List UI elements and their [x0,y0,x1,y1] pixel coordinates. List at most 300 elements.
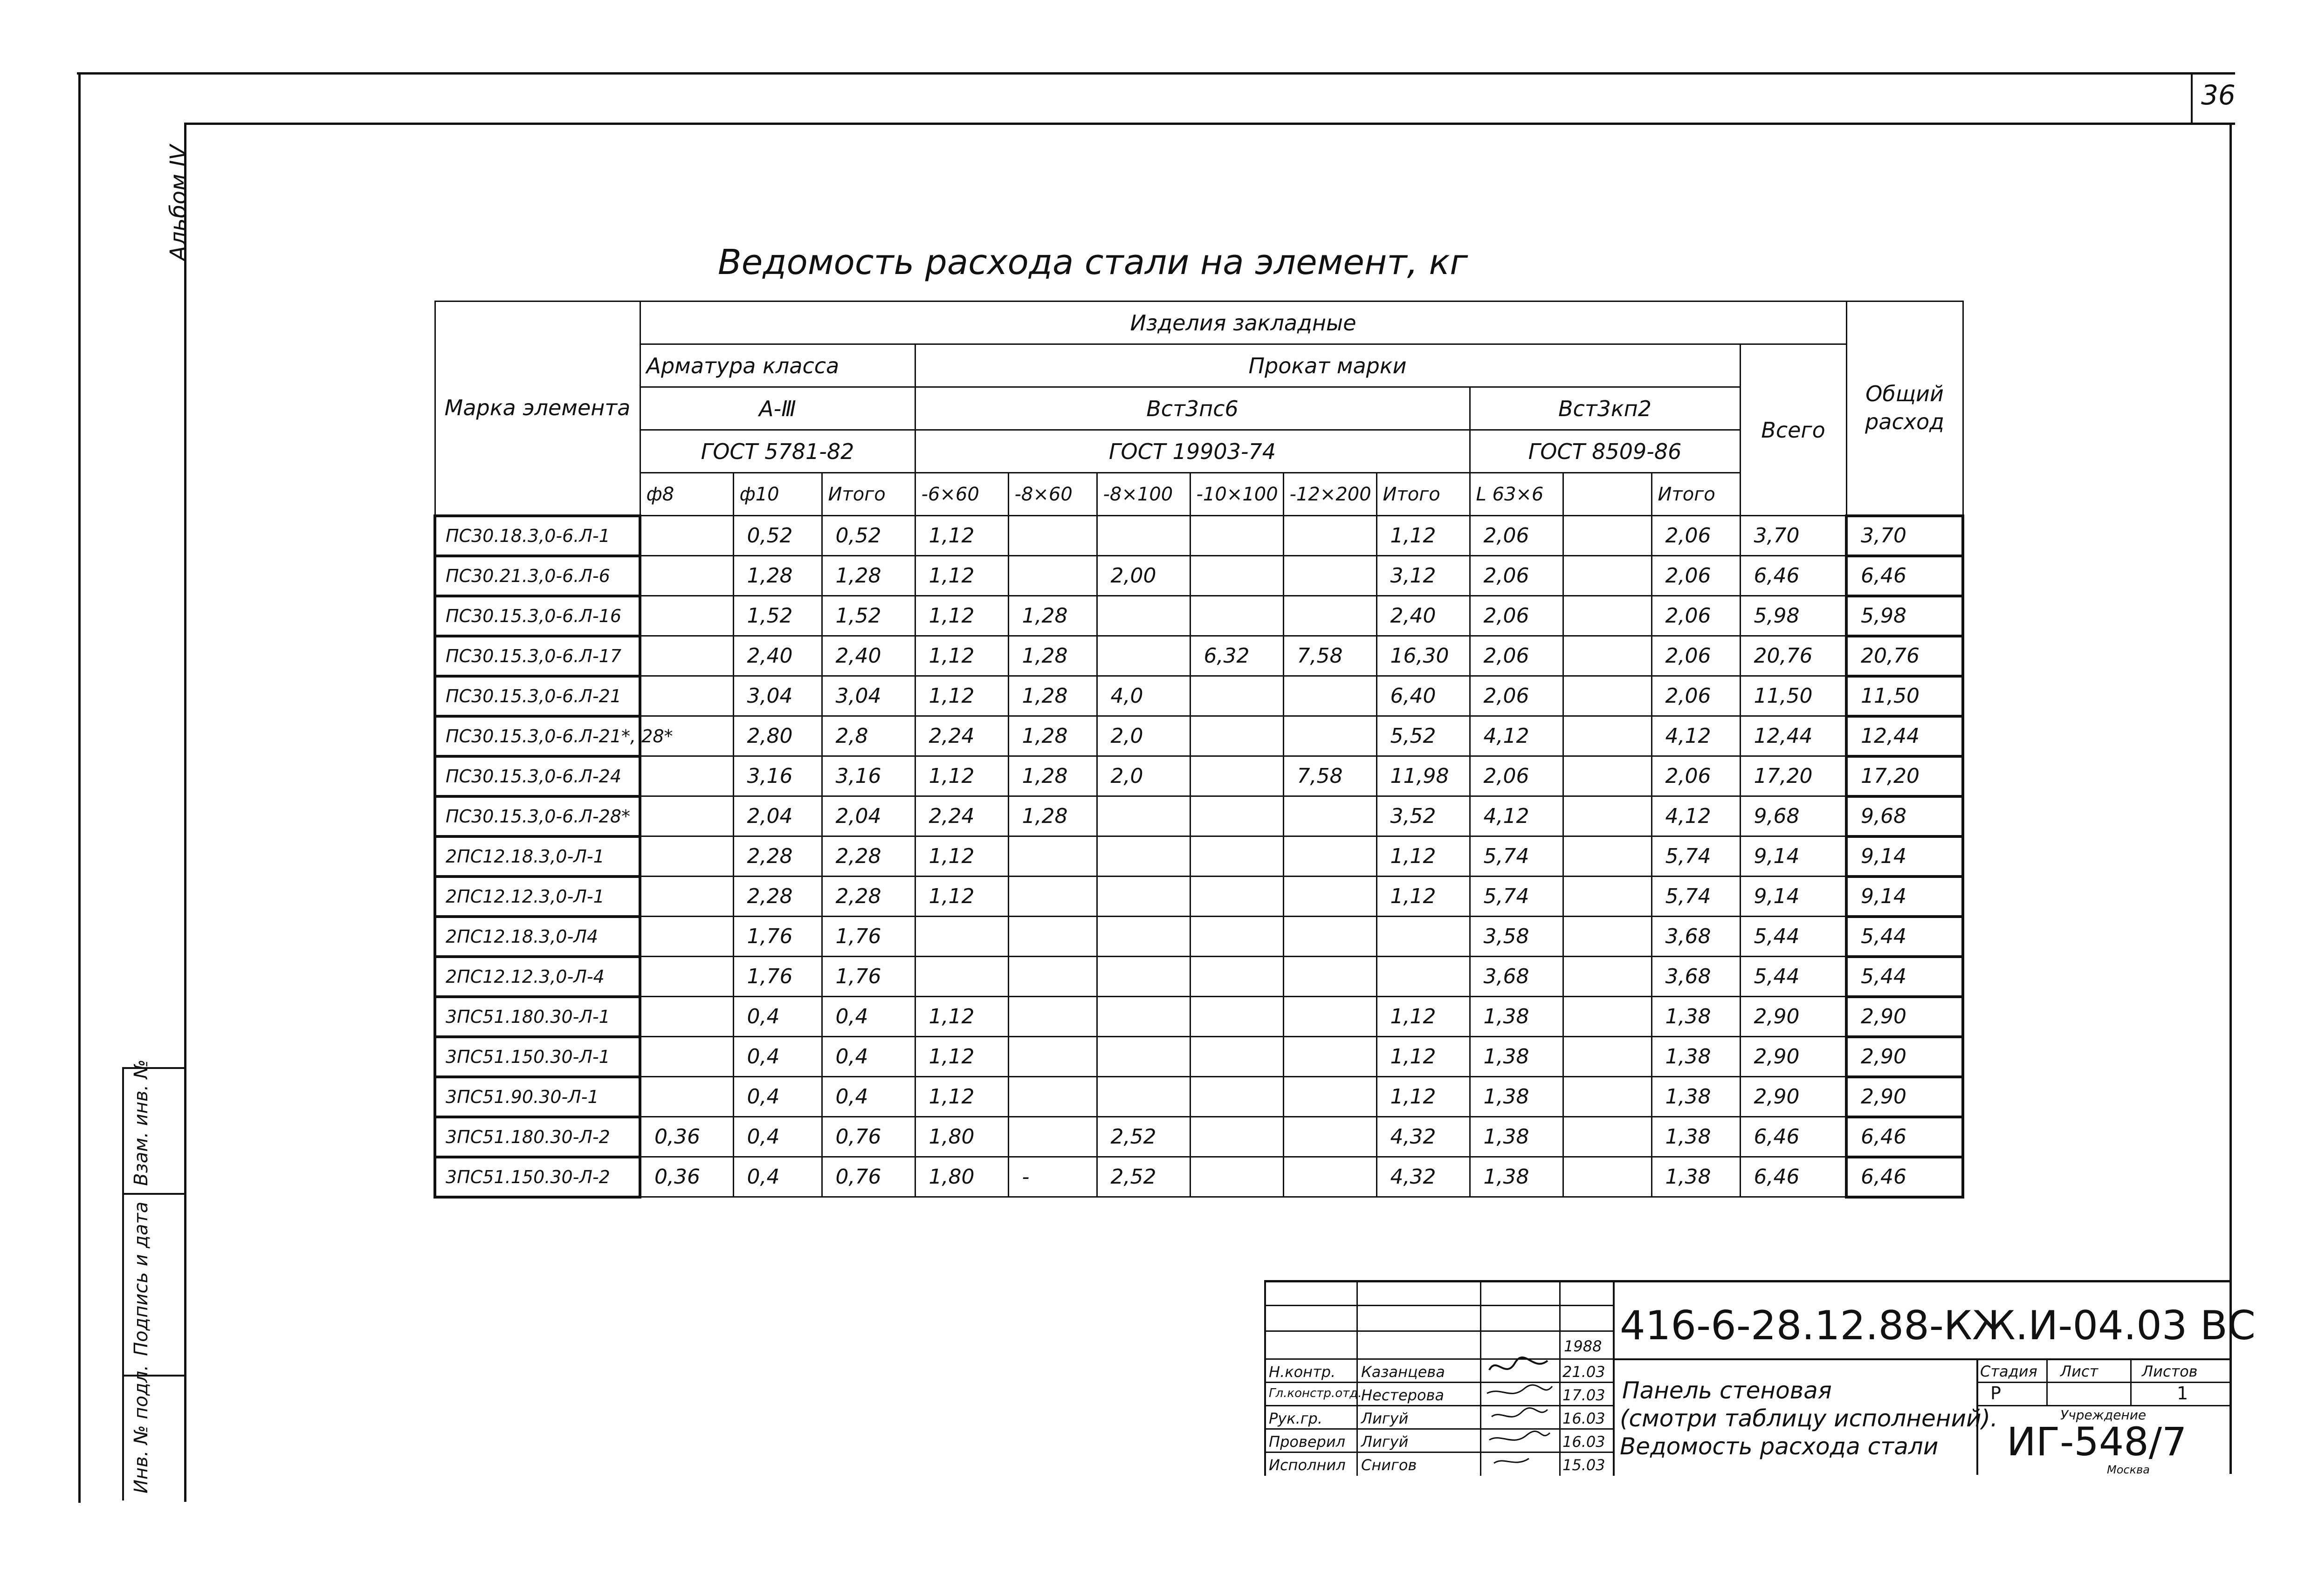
table-cell: 3,04 [733,676,822,716]
table-cell: 0,4 [733,997,822,1037]
table-cell: 1,38 [1470,1157,1563,1197]
table-cell: 3,68 [1651,957,1740,997]
table-cell: 0,4 [822,997,915,1037]
table-cell [1008,516,1097,556]
table-cell: 5,44 [1846,957,1963,997]
table-cell [1563,756,1651,796]
table-cell: 2,0 [1097,716,1190,756]
table-row [435,917,1963,957]
table-cell: 2,80 [733,716,822,756]
table-cell: 2,0 [1097,756,1190,796]
header-mark: Марка элемента [435,301,640,516]
table-cell: 2,06 [1470,556,1563,596]
table-cell: 16,30 [1376,636,1470,676]
table-cell: 1,28 [1008,596,1097,636]
table-cell [1190,716,1283,756]
table-row [435,957,1963,997]
table-cell [1190,756,1283,796]
header-embedded: Изделия закладные [640,301,1846,344]
table-cell: 2,24 [915,716,1008,756]
table-cell: 17,20 [1846,756,1963,796]
column-header-3: -6×60 [915,473,1008,516]
table-cell: 12,44 [1740,716,1846,756]
stamp-name-0: Казанцева [1361,1363,1445,1381]
stamp-role-4: Исполнил [1269,1456,1346,1474]
stamp-left [1264,1280,1266,1476]
stamp-col1 [1356,1280,1358,1476]
table-cell: 1,12 [915,596,1008,636]
table-cell: 4,12 [1470,796,1563,836]
table-cell [1097,1037,1190,1077]
table-cell [640,796,733,836]
table-cell [1097,636,1190,676]
table-cell: 2,24 [915,796,1008,836]
table-cell [1097,1077,1190,1117]
table-cell: 1,38 [1651,1077,1740,1117]
table-cell: 1,28 [1008,796,1097,836]
table-cell [1097,516,1190,556]
column-header-2: Итого [822,473,915,516]
stamp-institution-label: Учреждение [2060,1407,2147,1423]
table-cell [640,756,733,796]
table-cell: 3,52 [1376,796,1470,836]
table-cell [640,516,733,556]
table-cell: 1,12 [1376,1077,1470,1117]
table-cell: 2,28 [733,836,822,877]
table-cell: 0,4 [733,1077,822,1117]
table-cell: 5,44 [1740,917,1846,957]
table-cell [1008,957,1097,997]
frame-left-inner [184,123,186,1502]
stamp-col4 [1613,1280,1615,1476]
table-cell: 2,28 [822,877,915,917]
table-cell: - [1008,1157,1097,1197]
table-cell [1563,556,1651,596]
table-cell: 2,00 [1097,556,1190,596]
table-cell [1097,917,1190,957]
table-cell [1563,676,1651,716]
stamp-desc-0: Панель стеновая [1622,1377,1832,1404]
table-cell: 0,52 [733,516,822,556]
table-row [435,516,1963,556]
table-cell: 2,28 [822,836,915,877]
stamp-info-v1 [2046,1358,2048,1405]
stamp-role-1: Гл.констр.отд. [1269,1386,1362,1400]
table-row [435,756,1963,796]
stamp-name-4: Снигов [1361,1456,1417,1474]
table-cell [1190,1157,1283,1197]
table-cell: 5,74 [1651,877,1740,917]
table-cell [1008,556,1097,596]
header-total: Всего [1740,344,1846,516]
table-cell: 7,58 [1283,756,1376,796]
table-cell: 0,76 [822,1117,915,1157]
table-cell [640,556,733,596]
page-box-left [2191,72,2193,123]
table-cell [640,1077,733,1117]
table-cell [1283,836,1376,877]
table-cell: 1,80 [915,1117,1008,1157]
table-cell: 2,28 [733,877,822,917]
table-cell: 1,76 [733,917,822,957]
stamp-row4 [1264,1382,1614,1383]
table-row [435,676,1963,716]
table-cell: 2,06 [1651,556,1740,596]
steel-table [434,301,1964,1199]
table-cell [1283,1117,1376,1157]
table-cell: 2,40 [733,636,822,676]
table-cell: 1,28 [1008,636,1097,676]
table-cell: 1,28 [1008,716,1097,756]
element-mark: ПС30.15.3,0-6.Л-16 [435,596,640,636]
stamp-row2 [1264,1330,1614,1332]
table-cell [1563,596,1651,636]
table-cell: 1,38 [1651,997,1740,1037]
table-cell [1190,1037,1283,1077]
table-cell [1008,1037,1097,1077]
table-cell: 0,4 [733,1157,822,1197]
side-label-podpis: Подпись и дата [131,1201,152,1356]
table-cell: 2,06 [1470,676,1563,716]
table-row [435,796,1963,836]
table-cell: 5,52 [1376,716,1470,756]
table-cell: 2,06 [1651,596,1740,636]
table-cell: 4,0 [1097,676,1190,716]
stamp-row7 [1264,1452,1614,1453]
stamp-col2 [1480,1280,1481,1476]
column-header-6: -10×100 [1190,473,1283,516]
table-cell [1283,596,1376,636]
table-cell: 1,28 [733,556,822,596]
table-cell: 1,12 [915,556,1008,596]
table-cell [915,917,1008,957]
table-cell: 2,06 [1651,516,1740,556]
table-cell: 1,12 [915,997,1008,1037]
table-cell [1563,957,1651,997]
table-cell: 2,52 [1097,1157,1190,1197]
table-cell: 1,12 [1376,877,1470,917]
table-cell: 17,20 [1740,756,1846,796]
table-cell [1563,716,1651,756]
table-cell: 2,04 [822,796,915,836]
table-cell [1563,1077,1651,1117]
header-rebar-gost: ГОСТ 5781-82 [640,430,915,473]
table-cell: 0,4 [733,1117,822,1157]
table-cell: 1,12 [915,836,1008,877]
table-cell [1563,917,1651,957]
table-cell [640,596,733,636]
table-cell: 9,14 [1846,836,1963,877]
table-cell: 7,58 [1283,636,1376,676]
side-strip-line [122,1067,124,1500]
table-cell [1190,556,1283,596]
table-cell [1563,1157,1651,1197]
table-cell [1283,917,1376,957]
stamp-name-1: Нестерова [1361,1386,1445,1404]
stamp-code-line [1613,1358,2232,1360]
table-cell [640,636,733,676]
table-cell: 11,98 [1376,756,1470,796]
table-cell: 2,06 [1470,596,1563,636]
header-rebar-class: Арматура класса [640,344,915,387]
table-cell: 5,98 [1846,596,1963,636]
table-cell: 9,68 [1846,796,1963,836]
table-cell: 3,68 [1651,917,1740,957]
stamp-institution: ИГ-548/7 [2007,1419,2187,1465]
table-cell: 1,28 [822,556,915,596]
table-cell: 1,12 [915,516,1008,556]
column-header-row [435,473,1963,516]
table-row [435,1077,1963,1117]
table-cell [1563,997,1651,1037]
table-cell: 1,38 [1470,1117,1563,1157]
stamp-date-2: 16.03 [1562,1410,1605,1427]
table-cell [1283,556,1376,596]
table-cell: 3,70 [1740,516,1846,556]
stamp-top [1264,1280,2232,1282]
element-mark: ПС30.15.3,0-6.Л-17 [435,636,640,676]
table-cell [1563,796,1651,836]
element-mark: ПС30.15.3,0-6.Л-28* [435,796,640,836]
table-cell: 12,44 [1846,716,1963,756]
table-cell [1190,596,1283,636]
table-cell [640,997,733,1037]
table-cell: 1,38 [1470,1037,1563,1077]
table-cell: 4,12 [1651,796,1740,836]
table-cell [1283,1157,1376,1197]
table-cell: 1,52 [822,596,915,636]
table-cell [1283,1037,1376,1077]
header-gost2: ГОСТ 8509-86 [1470,430,1740,473]
table-cell: 6,46 [1846,1117,1963,1157]
stamp-role-3: Проверил [1269,1433,1346,1451]
table-cell [1008,877,1097,917]
frame-right [2229,123,2232,1474]
table-cell: 1,76 [733,957,822,997]
table-cell [1190,1117,1283,1157]
table-cell: 6,46 [1740,556,1846,596]
element-mark: 3ПС51.150.30-Л-1 [435,1037,640,1077]
table-cell: 2,90 [1846,1037,1963,1077]
table-cell: 5,74 [1470,836,1563,877]
table-cell [1376,957,1470,997]
table-row [435,1157,1963,1197]
signature-marks [1482,1354,1559,1475]
column-header-7: -12×200 [1283,473,1376,516]
table-row [435,1037,1963,1077]
table-cell: 2,90 [1740,1077,1846,1117]
element-mark: ПС30.15.3,0-6.Л-21*, 28* [435,716,640,756]
column-header-4: -8×60 [1008,473,1097,516]
table-row [435,556,1963,596]
table-cell: 2,52 [1097,1117,1190,1157]
table-cell [1563,516,1651,556]
table-cell [1190,997,1283,1037]
table-cell [1190,796,1283,836]
table-cell: 2,06 [1470,756,1563,796]
element-mark: ПС30.18.3,0-6.Л-1 [435,516,640,556]
table-cell: 2,06 [1651,756,1740,796]
album-label: Альбом IV [165,144,192,261]
header-overall: Общий расход [1846,301,1963,516]
table-cell [1097,957,1190,997]
table-cell [1283,997,1376,1037]
table-cell: 9,14 [1740,877,1846,917]
table-cell: 1,52 [733,596,822,636]
table-cell: 0,4 [822,1077,915,1117]
element-mark: ПС30.15.3,0-6.Л-21 [435,676,640,716]
column-header-10 [1563,473,1651,516]
table-cell: 9,68 [1740,796,1846,836]
stamp-desc-1: (смотри таблицу исполнений). [1620,1405,1998,1432]
element-mark: 2ПС12.18.3,0-Л-1 [435,836,640,877]
table-cell: 2,90 [1846,1077,1963,1117]
stamp-sheet-label: Лист [2060,1363,2099,1380]
table-cell [1190,957,1283,997]
table-cell: 4,12 [1651,716,1740,756]
table-cell [1563,1037,1651,1077]
table-cell [1283,516,1376,556]
stamp-row6 [1264,1428,1614,1430]
stamp-info-h2 [1976,1405,2232,1406]
stamp-sheets: 1 [2177,1383,2188,1404]
table-cell [1097,997,1190,1037]
table-cell [1190,917,1283,957]
table-cell [1008,1117,1097,1157]
table-cell [640,957,733,997]
stamp-role-2: Рук.гр. [1269,1410,1323,1427]
header-grade1: Вст3пс6 [915,387,1470,430]
table-cell: 9,14 [1740,836,1846,877]
table-cell: 0,36 [640,1117,733,1157]
stamp-city: Москва [2107,1463,2150,1476]
table-cell: 1,12 [915,1037,1008,1077]
table-cell: 1,38 [1651,1157,1740,1197]
table-cell [1563,836,1651,877]
table-cell [1190,836,1283,877]
table-cell: 1,12 [915,636,1008,676]
table-cell: 2,06 [1651,676,1740,716]
table-cell [1563,636,1651,676]
table-cell: 3,12 [1376,556,1470,596]
table-cell: 0,76 [822,1157,915,1197]
table-cell: 3,68 [1470,957,1563,997]
table-cell: 4,32 [1376,1117,1470,1157]
stamp-row5 [1264,1405,1614,1406]
side-strip-div2 [122,1193,185,1195]
stamp-desc-2: Ведомость расхода стали [1620,1433,1939,1460]
table-row [435,636,1963,676]
frame-top-inner [184,123,2235,125]
table-cell [1097,877,1190,917]
table-cell: 2,04 [733,796,822,836]
column-header-9: L 63×6 [1470,473,1563,516]
element-mark: 2ПС12.18.3,0-Л4 [435,917,640,957]
header-grade2: Вст3кп2 [1470,387,1740,430]
table-cell: 1,38 [1651,1037,1740,1077]
table-cell: 0,4 [733,1037,822,1077]
table-cell [1283,716,1376,756]
table-cell [1563,1117,1651,1157]
table-row [435,997,1963,1037]
table-cell: 20,76 [1846,636,1963,676]
table-cell: 6,46 [1846,1157,1963,1197]
stamp-date-3: 16.03 [1562,1433,1605,1451]
stamp-date-1: 17.03 [1562,1386,1605,1404]
stamp-year: 1988 [1564,1337,1602,1355]
table-cell [1008,917,1097,957]
table-cell [1190,1077,1283,1117]
stamp-name-2: Лигуй [1361,1410,1409,1427]
table-row [435,596,1963,636]
side-label-inv: Инв. № подл. [131,1365,152,1493]
table-cell [1563,877,1651,917]
table-cell: 1,12 [915,676,1008,716]
table-cell: 1,38 [1651,1117,1740,1157]
table-cell: 6,40 [1376,676,1470,716]
table-cell [640,917,733,957]
header-rolled: Прокат марки [915,344,1740,387]
page-number: 36 [2201,79,2236,111]
stamp-row1 [1264,1305,1614,1306]
table-cell [1097,796,1190,836]
table-cell: 2,40 [822,636,915,676]
table-cell: 6,46 [1740,1117,1846,1157]
table-cell [1097,836,1190,877]
stamp-date-4: 15.03 [1562,1456,1605,1474]
element-mark: 3ПС51.180.30-Л-1 [435,997,640,1037]
table-cell: 0,52 [822,516,915,556]
table-cell: 11,50 [1740,676,1846,716]
table-cell: 0,4 [822,1037,915,1077]
table-cell: 9,14 [1846,877,1963,917]
table-cell: 3,70 [1846,516,1963,556]
table-cell: 6,32 [1190,636,1283,676]
frame-left-outer [78,72,81,1503]
stamp-role-0: Н.контр. [1269,1363,1336,1381]
table-cell: 6,46 [1740,1157,1846,1197]
table-cell: 2,06 [1651,636,1740,676]
table-row [435,716,1963,756]
table-cell: 1,12 [915,1077,1008,1117]
table-cell: 1,80 [915,1157,1008,1197]
column-header-11: Итого [1651,473,1740,516]
column-header-1: ф10 [733,473,822,516]
table-cell: 2,06 [1470,516,1563,556]
table-cell: 2,40 [1376,596,1470,636]
table-cell [1008,836,1097,877]
table-cell: 1,28 [1008,756,1097,796]
table-cell: 1,12 [915,756,1008,796]
stamp-info-h1 [1976,1382,2232,1383]
table-cell: 2,90 [1740,1037,1846,1077]
table-cell: 1,76 [822,917,915,957]
table-cell: 4,12 [1470,716,1563,756]
element-mark: 3ПС51.150.30-Л-2 [435,1157,640,1197]
stamp-sheets-label: Листов [2142,1363,2198,1380]
frame-top-outer [77,72,2235,75]
element-mark: 2ПС12.12.3,0-Л-4 [435,957,640,997]
column-header-5: -8×100 [1097,473,1190,516]
table-cell: 3,58 [1470,917,1563,957]
stamp-stage: Р [1990,1383,2001,1404]
element-mark: ПС30.21.3,0-6.Л-6 [435,556,640,596]
table-cell [1190,516,1283,556]
table-cell: 1,12 [1376,997,1470,1037]
stamp-col3 [1559,1280,1561,1476]
element-mark: 3ПС51.90.30-Л-1 [435,1077,640,1117]
stamp-stage-label: Стадия [1980,1363,2037,1380]
